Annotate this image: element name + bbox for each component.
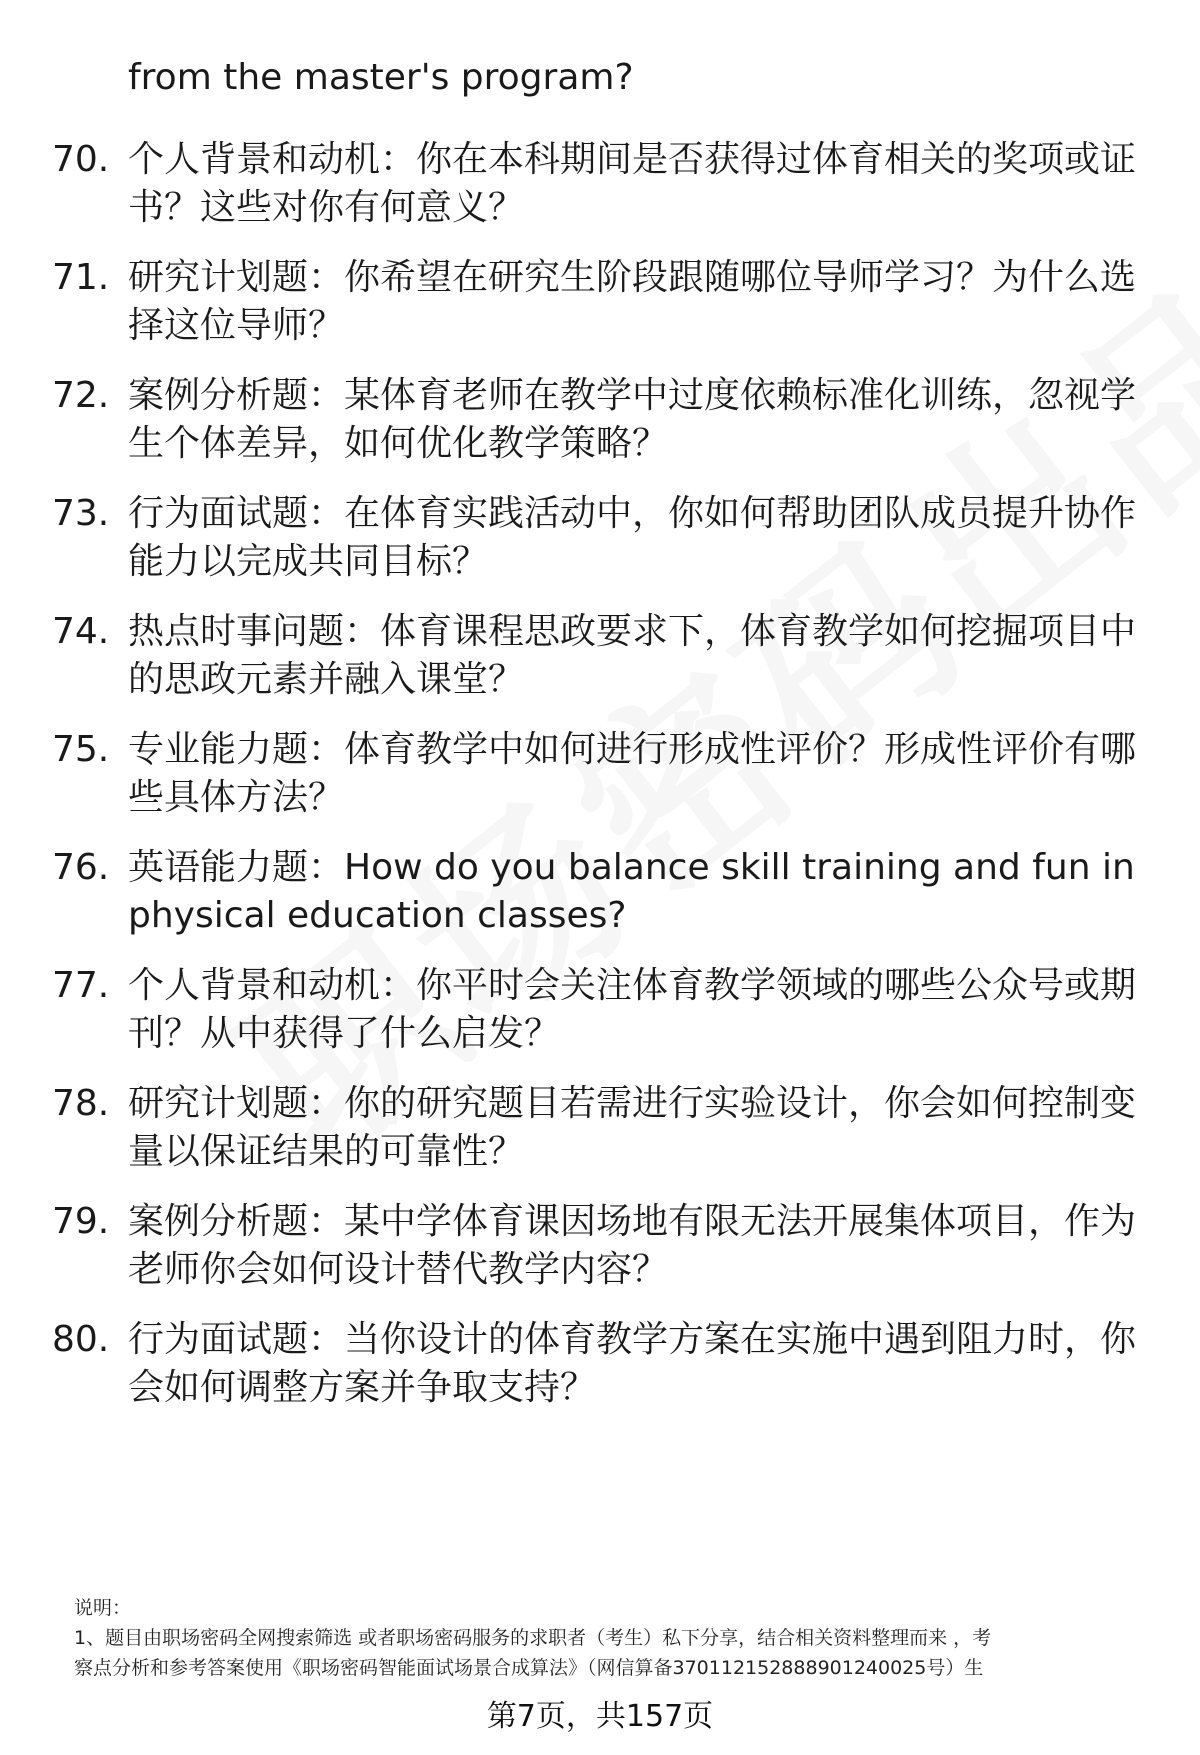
question-line: 英语能力题：How do you balance skill training and fun in — [128, 847, 1135, 888]
question-text — [128, 254, 1138, 350]
question-line: physical education classes? — [128, 895, 627, 936]
question-text — [128, 1316, 1138, 1412]
question-line: 专业能力题：体育教学中如何进行形成性评价？形成性评价有哪 — [128, 729, 1137, 770]
question-number: 75. — [52, 729, 110, 770]
question-line: 行为面试题：当你设计的体育教学方案在实施中遇到阻力时，你 — [128, 1319, 1137, 1360]
question-line: 书？这些对你有何意义？ — [128, 187, 525, 228]
continuation-text: from the master's program? — [128, 57, 634, 98]
question-line: 量以保证结果的可靠性？ — [128, 1131, 525, 1172]
question-line: 能力以完成共同目标？ — [128, 541, 489, 582]
question-line: 生个体差异，如何优化教学策略？ — [128, 423, 669, 464]
question-line: 研究计划题：你希望在研究生阶段跟随哪位导师学习？为什么选 — [128, 257, 1137, 298]
question-text — [128, 726, 1138, 822]
question-line: 个人背景和动机：你平时会关注体育教学领域的哪些公众号或期 — [128, 965, 1137, 1006]
question-line: 的思政元素并融入课堂？ — [128, 659, 525, 700]
question-line: 个人背景和动机：你在本科期间是否获得过体育相关的奖项或证 — [128, 139, 1137, 180]
question-number: 73. — [52, 493, 110, 534]
question-text — [128, 136, 1138, 232]
notes-section — [74, 1593, 1154, 1683]
notes-heading: 说明： — [74, 1597, 132, 1619]
question-line: 择这位导师？ — [128, 305, 345, 346]
question-number: 78. — [52, 1083, 110, 1124]
question-line: 研究计划题：你的研究题目若需进行实验设计，你会如何控制变 — [128, 1083, 1137, 1124]
question-text — [128, 844, 1138, 940]
question-line: 会如何调整方案并争取支持？ — [128, 1367, 597, 1408]
question-line: 刊？从中获得了什么启发？ — [128, 1013, 561, 1054]
notes-line: 1、题目由职场密码全网搜索筛选 或者职场密码服务的求职者（考生）私下分享，结合相关资料整理而来 ，考 — [74, 1627, 992, 1649]
question-text — [128, 490, 1138, 586]
question-text — [128, 1080, 1138, 1176]
question-number: 76. — [52, 847, 110, 888]
question-line: 热点时事问题：体育课程思政要求下，体育教学如何挖掘项目中 — [128, 611, 1137, 652]
question-line: 案例分析题：某体育老师在教学中过度依赖标准化训练，忽视学 — [128, 375, 1137, 416]
question-number: 80. — [52, 1319, 110, 1360]
question-number: 72. — [52, 375, 110, 416]
page-indicator: 第7页，共157页 — [486, 1699, 714, 1734]
question-number: 71. — [52, 257, 110, 298]
question-line: 行为面试题：在体育实践活动中，你如何帮助团队成员提升协作 — [128, 493, 1137, 534]
question-text — [128, 372, 1138, 468]
question-line: 老师你会如何设计替代教学内容？ — [128, 1249, 669, 1290]
question-text — [128, 608, 1138, 704]
question-number: 79. — [52, 1201, 110, 1242]
notes-line: 察点分析和参考答案使用《职场密码智能面试场景合成算法》（网信算备370112152888901240025号）生 — [74, 1657, 984, 1679]
question-text — [128, 962, 1138, 1058]
question-line: 案例分析题：某中学体育课因场地有限无法开展集体项目，作为 — [128, 1201, 1137, 1242]
question-number: 74. — [52, 611, 110, 652]
question-text — [128, 1198, 1138, 1294]
question-number: 70. — [52, 139, 110, 180]
question-line: 些具体方法？ — [128, 777, 345, 818]
question-number: 77. — [52, 965, 110, 1006]
